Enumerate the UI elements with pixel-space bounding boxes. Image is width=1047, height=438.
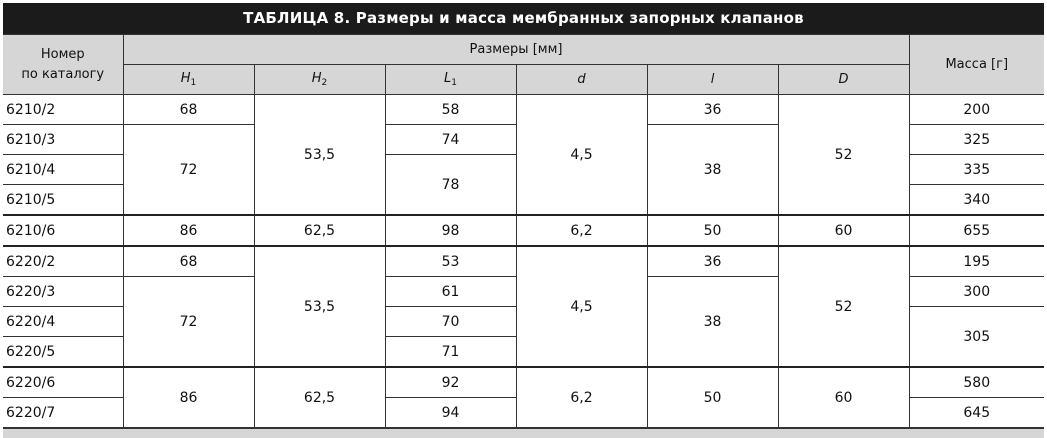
catalog-number: 6210/6 — [3, 215, 123, 246]
mass-value: 645 — [909, 398, 1044, 428]
l-value: 38 — [647, 277, 778, 368]
d-value: 4,5 — [516, 246, 647, 367]
l-value: 38 — [647, 125, 778, 216]
l1-value: 94 — [385, 398, 516, 428]
l1-value: 78 — [385, 155, 516, 216]
D-value: 52 — [778, 246, 909, 367]
D-value: 60 — [778, 215, 909, 246]
h2-value: 53,5 — [254, 246, 385, 367]
mass-value: 195 — [909, 246, 1044, 277]
catalog-number: 6210/4 — [3, 155, 123, 185]
header-sizes: Размеры [мм] — [123, 35, 909, 65]
catalog-number: 6220/7 — [3, 398, 123, 428]
l1-value: 53 — [385, 246, 516, 277]
header-l: l — [647, 65, 778, 95]
table-title: ТАБЛИЦА 8. Размеры и масса мембранных запорных клапанов — [3, 3, 1044, 34]
D-value: 60 — [778, 367, 909, 428]
l1-value: 70 — [385, 307, 516, 337]
valve-size-table-container — [3, 3, 1044, 438]
table-row — [3, 215, 1044, 246]
header-row-top — [3, 35, 1044, 65]
mass-value: 340 — [909, 185, 1044, 216]
d-value: 6,2 — [516, 215, 647, 246]
header-mass: Масса [г] — [909, 35, 1044, 95]
mass-value: 655 — [909, 215, 1044, 246]
header-h2: $H_2$ — [254, 65, 385, 95]
h2-value: 62,5 — [254, 367, 385, 428]
d-value: 6,2 — [516, 367, 647, 428]
header-d: d — [516, 65, 647, 95]
catalog-number: 6220/4 — [3, 307, 123, 337]
table-row — [3, 367, 1044, 398]
h1-value: 72 — [123, 125, 254, 216]
valve-table — [3, 34, 1044, 428]
catalog-number: 6220/3 — [3, 277, 123, 307]
catalog-number: 6210/3 — [3, 125, 123, 155]
l1-value: 71 — [385, 337, 516, 368]
catalog-number: 6210/2 — [3, 95, 123, 125]
mass-value: 300 — [909, 277, 1044, 307]
l-value: 50 — [647, 215, 778, 246]
l1-value: 98 — [385, 215, 516, 246]
l1-value: 58 — [385, 95, 516, 125]
h1-value: 72 — [123, 277, 254, 368]
h1-value: 86 — [123, 367, 254, 428]
catalog-number: 6210/5 — [3, 185, 123, 216]
mass-value: 335 — [909, 155, 1044, 185]
d-value: 4,5 — [516, 95, 647, 216]
catalog-number: 6220/6 — [3, 367, 123, 398]
l1-value: 74 — [385, 125, 516, 155]
mass-value: 325 — [909, 125, 1044, 155]
l-value: 36 — [647, 95, 778, 125]
header-h1: $H_1$ — [123, 65, 254, 95]
catalog-number: 6220/5 — [3, 337, 123, 368]
header-row-sub — [3, 65, 1044, 95]
l1-value: 92 — [385, 367, 516, 398]
table-row — [3, 95, 1044, 125]
l-value: 36 — [647, 246, 778, 277]
catalog-number: 6220/2 — [3, 246, 123, 277]
header-l1: $L_1$ — [385, 65, 516, 95]
table-row — [3, 246, 1044, 277]
l1-value: 61 — [385, 277, 516, 307]
header-catalog-line1: Номер — [40, 46, 85, 62]
h2-value: 53,5 — [254, 95, 385, 216]
header-catalog-line2: по каталогу — [21, 66, 105, 82]
h1-value: 68 — [123, 95, 254, 125]
header-catalog — [3, 35, 123, 95]
D-value: 52 — [778, 95, 909, 216]
table-footer-bar — [3, 428, 1044, 438]
mass-value: 200 — [909, 95, 1044, 125]
mass-value: 305 — [909, 307, 1044, 368]
header-D-outer: D — [778, 65, 909, 95]
h1-value: 86 — [123, 215, 254, 246]
mass-value: 580 — [909, 367, 1044, 398]
l-value: 50 — [647, 367, 778, 428]
h2-value: 62,5 — [254, 215, 385, 246]
h1-value: 68 — [123, 246, 254, 277]
